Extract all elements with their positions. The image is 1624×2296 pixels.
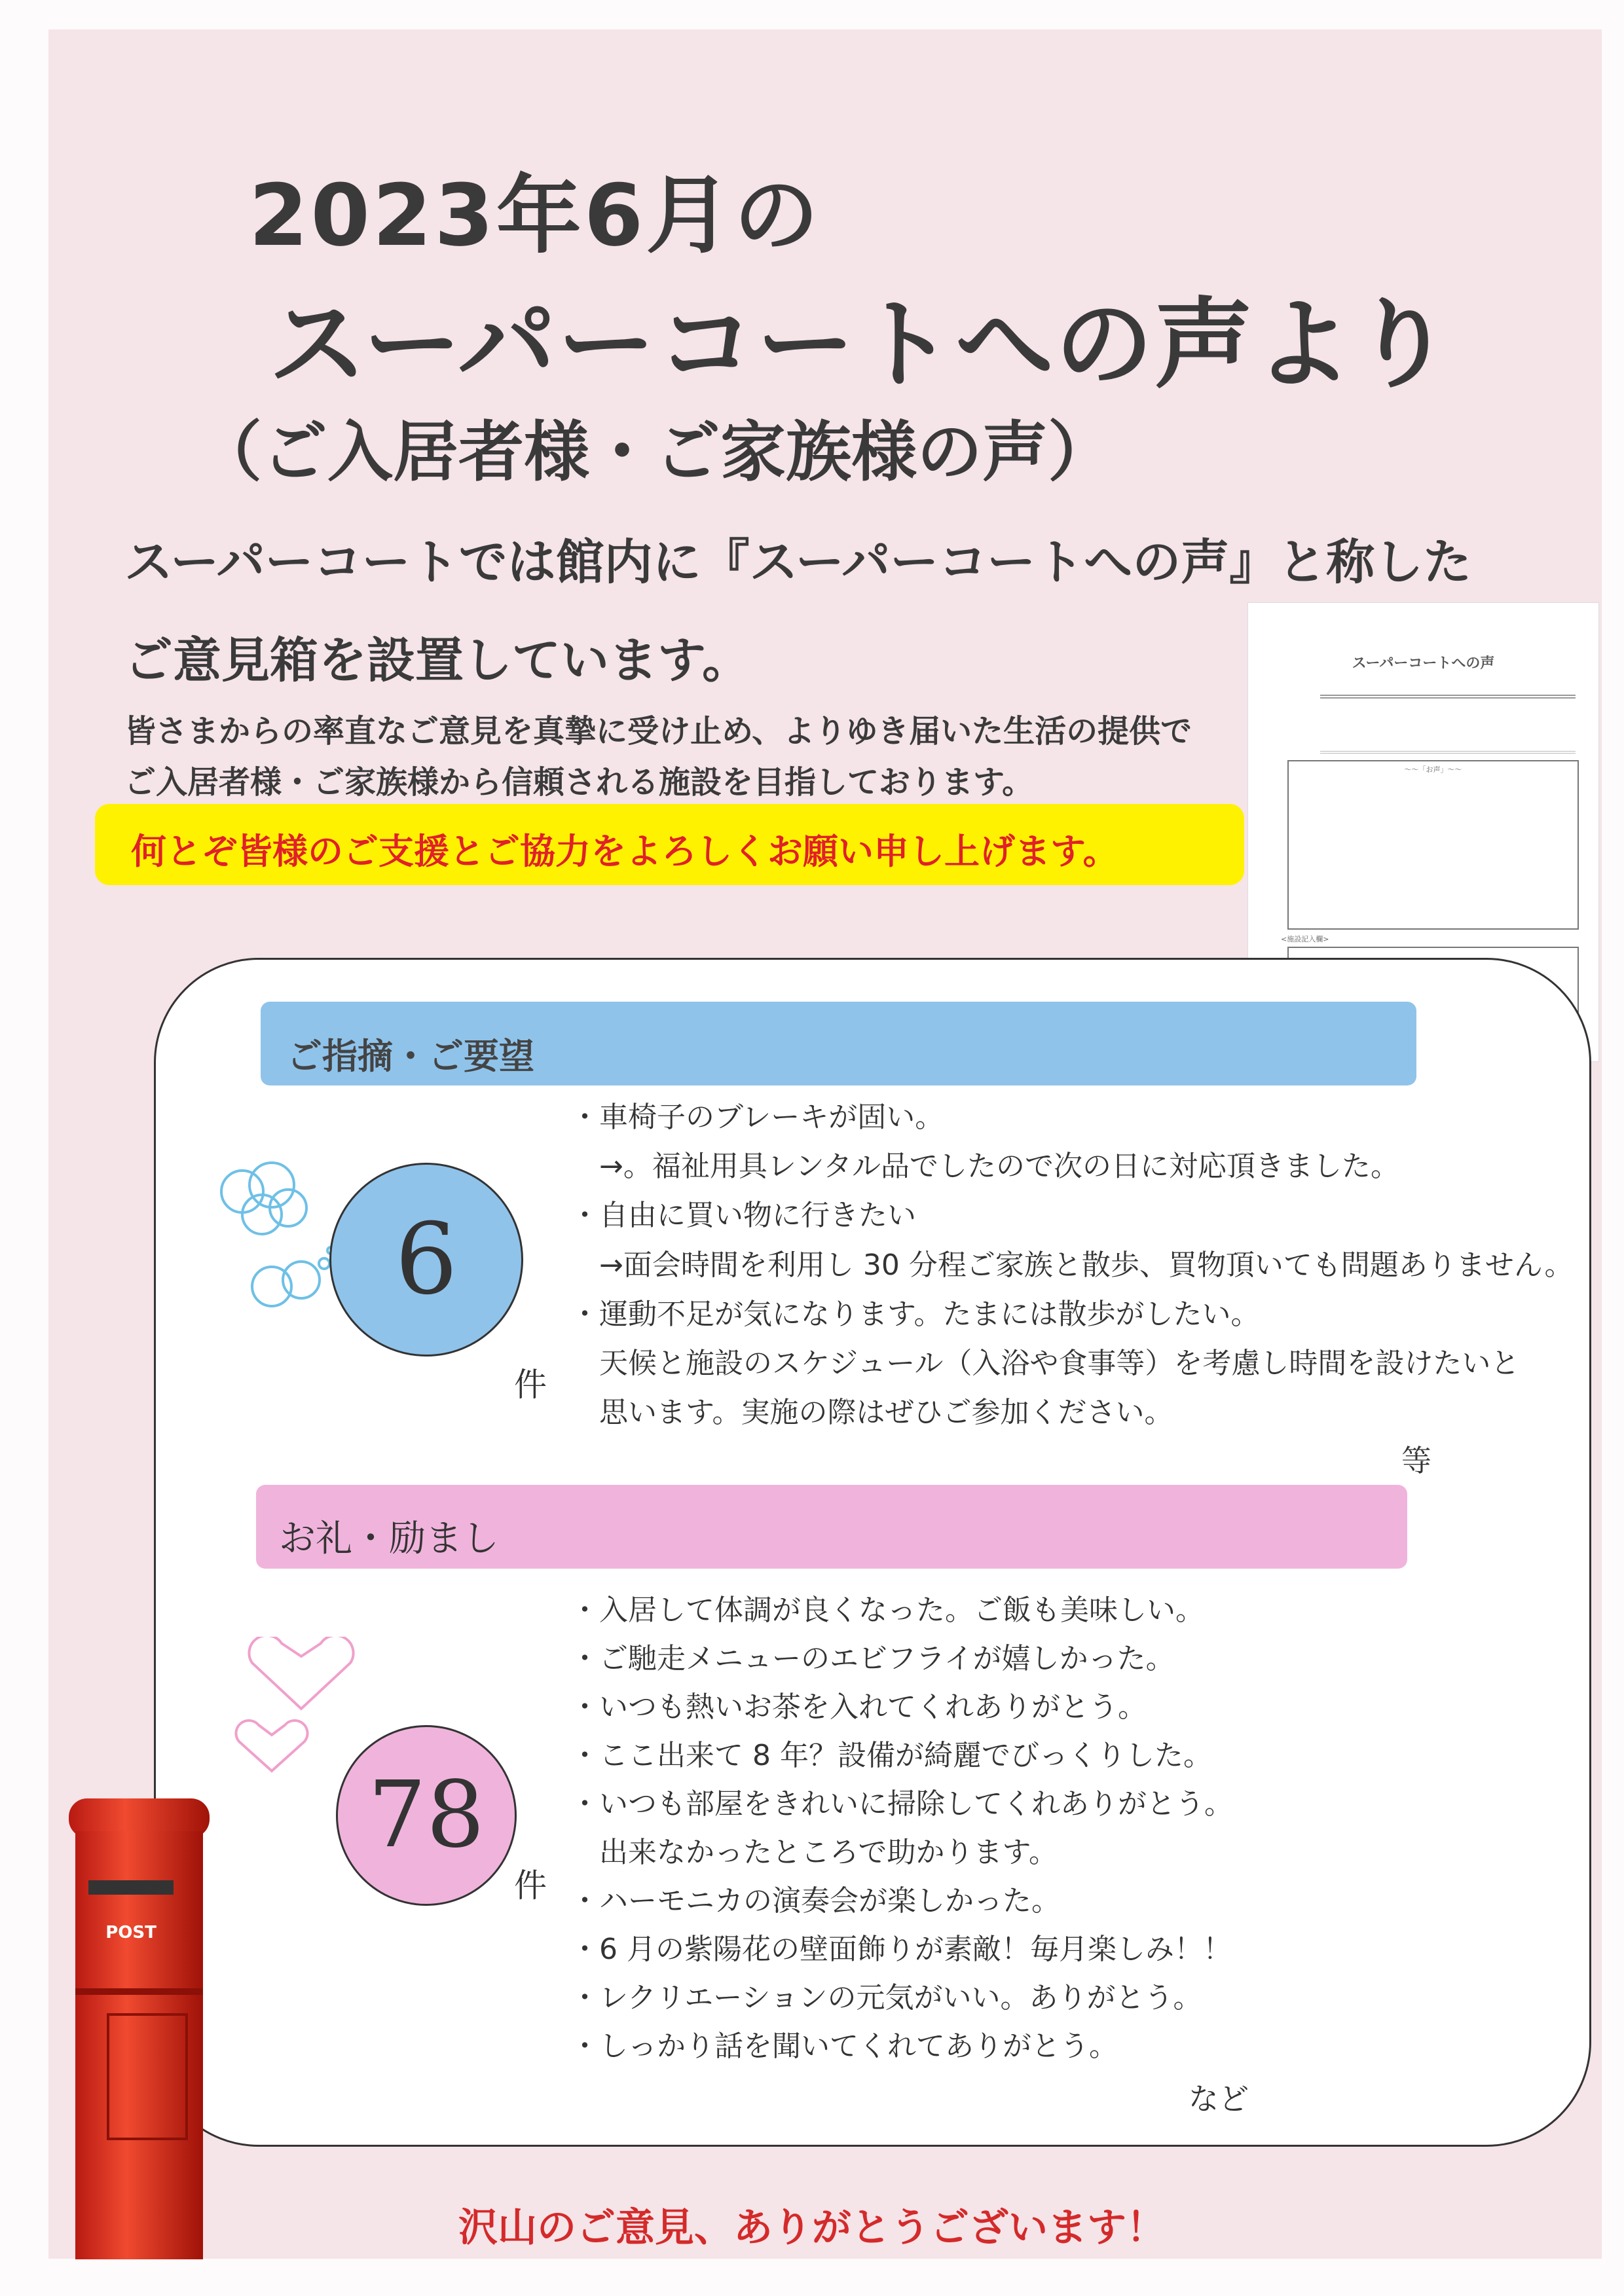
postbox-label: POST — [105, 1923, 157, 1942]
request-item: ・運動不足が気になります。たまには散歩がしたい。 — [570, 1298, 1260, 1331]
intro-line3: 皆さまからの率直なご意見を真摯に受け止め、よりゆき届いた生活の提供で — [124, 713, 1192, 750]
thanks-heading: お礼・励まし — [279, 1518, 499, 1560]
requests-header — [261, 1002, 1416, 1085]
requests-unit: 件 — [514, 1366, 547, 1404]
thanks-etc: など — [1189, 2081, 1249, 2117]
thanks-item: ・ご馳走メニューのエビフライが嬉しかった。 — [570, 1642, 1175, 1675]
request-item: ・自由に買い物に行きたい — [570, 1199, 916, 1232]
footer-thanks: 沢山のご意見、ありがとうございます！ — [458, 2205, 1166, 2251]
requests-etc: 等 — [1401, 1443, 1431, 1478]
form-voice-label: ～～「お声」～～ — [1404, 765, 1462, 774]
intro-line1: スーパーコートでは館内に『スーパーコートへの声』と称した — [124, 534, 1472, 591]
request-item: 天候と施設のスケジュール（入浴や食事等）を考慮し時間を設けたいと — [570, 1347, 1520, 1380]
thanks-item: ・6 月の紫陽花の壁面飾りが素敵！毎月楽しみ！！ — [570, 1933, 1232, 1966]
request-item: →。福祉用具レンタル品でしたので次の日に対応頂きました。 — [570, 1150, 1400, 1183]
requests-count: 6 — [329, 1163, 523, 1357]
form-staff-label: <施設記入欄> — [1281, 935, 1329, 943]
thanks-item: ・しっかり話を聞いてくれてありがとう。 — [570, 2030, 1118, 2063]
thanks-item: ・ハーモニカの演奏会が楽しかった。 — [570, 1884, 1060, 1918]
intro-line4: ご入居者様・ご家族様から信頼される施設を目指しております。 — [124, 764, 1034, 801]
requests-heading: ご指摘・ご要望 — [287, 1036, 534, 1077]
thanks-item: ・レクリエーションの元気がいい。ありがとう。 — [570, 1981, 1202, 2014]
title-line3: （ご入居者様・ご家族様の声） — [196, 414, 1113, 490]
thanks-item: 出来なかったところで助かります。 — [570, 1836, 1058, 1869]
intro-line2: ご意見箱を設置しています。 — [124, 632, 751, 689]
thanks-header — [256, 1485, 1407, 1569]
form-title: スーパーコートへの声 — [1352, 655, 1495, 672]
highlight-text: 何とぞ皆様のご支援とご協力をよろしくお願い申し上げます。 — [131, 831, 1118, 872]
cloud-icon — [216, 1159, 347, 1316]
request-item: ・車椅子のブレーキが固い。 — [570, 1101, 944, 1134]
postbox-illustration — [59, 1792, 219, 2259]
highlight-banner — [95, 804, 1244, 885]
thanks-count: 78 — [336, 1725, 517, 1906]
thanks-item: ・入居して体調が良くなった。ご飯も美味しい。 — [570, 1594, 1204, 1627]
heart-icon — [229, 1637, 360, 1781]
thanks-item: ・ここ出来て 8 年？設備が綺麗でびっくりした。 — [570, 1739, 1212, 1772]
request-item: →面会時間を利用し 30 分程ご家族と散歩、買物頂いても問題ありません。 — [570, 1248, 1574, 1282]
title-line2: スーパーコートへの声より — [268, 288, 1454, 402]
title-line1: 2023年6月の — [249, 166, 822, 265]
thanks-item: ・いつも熱いお茶を入れてくれありがとう。 — [570, 1690, 1147, 1724]
request-item: 思います。実施の際はぜひご参加ください。 — [570, 1396, 1173, 1429]
thanks-unit: 件 — [514, 1867, 547, 1904]
thanks-item: ・いつも部屋をきれいに掃除してくれありがとう。 — [570, 1787, 1233, 1821]
